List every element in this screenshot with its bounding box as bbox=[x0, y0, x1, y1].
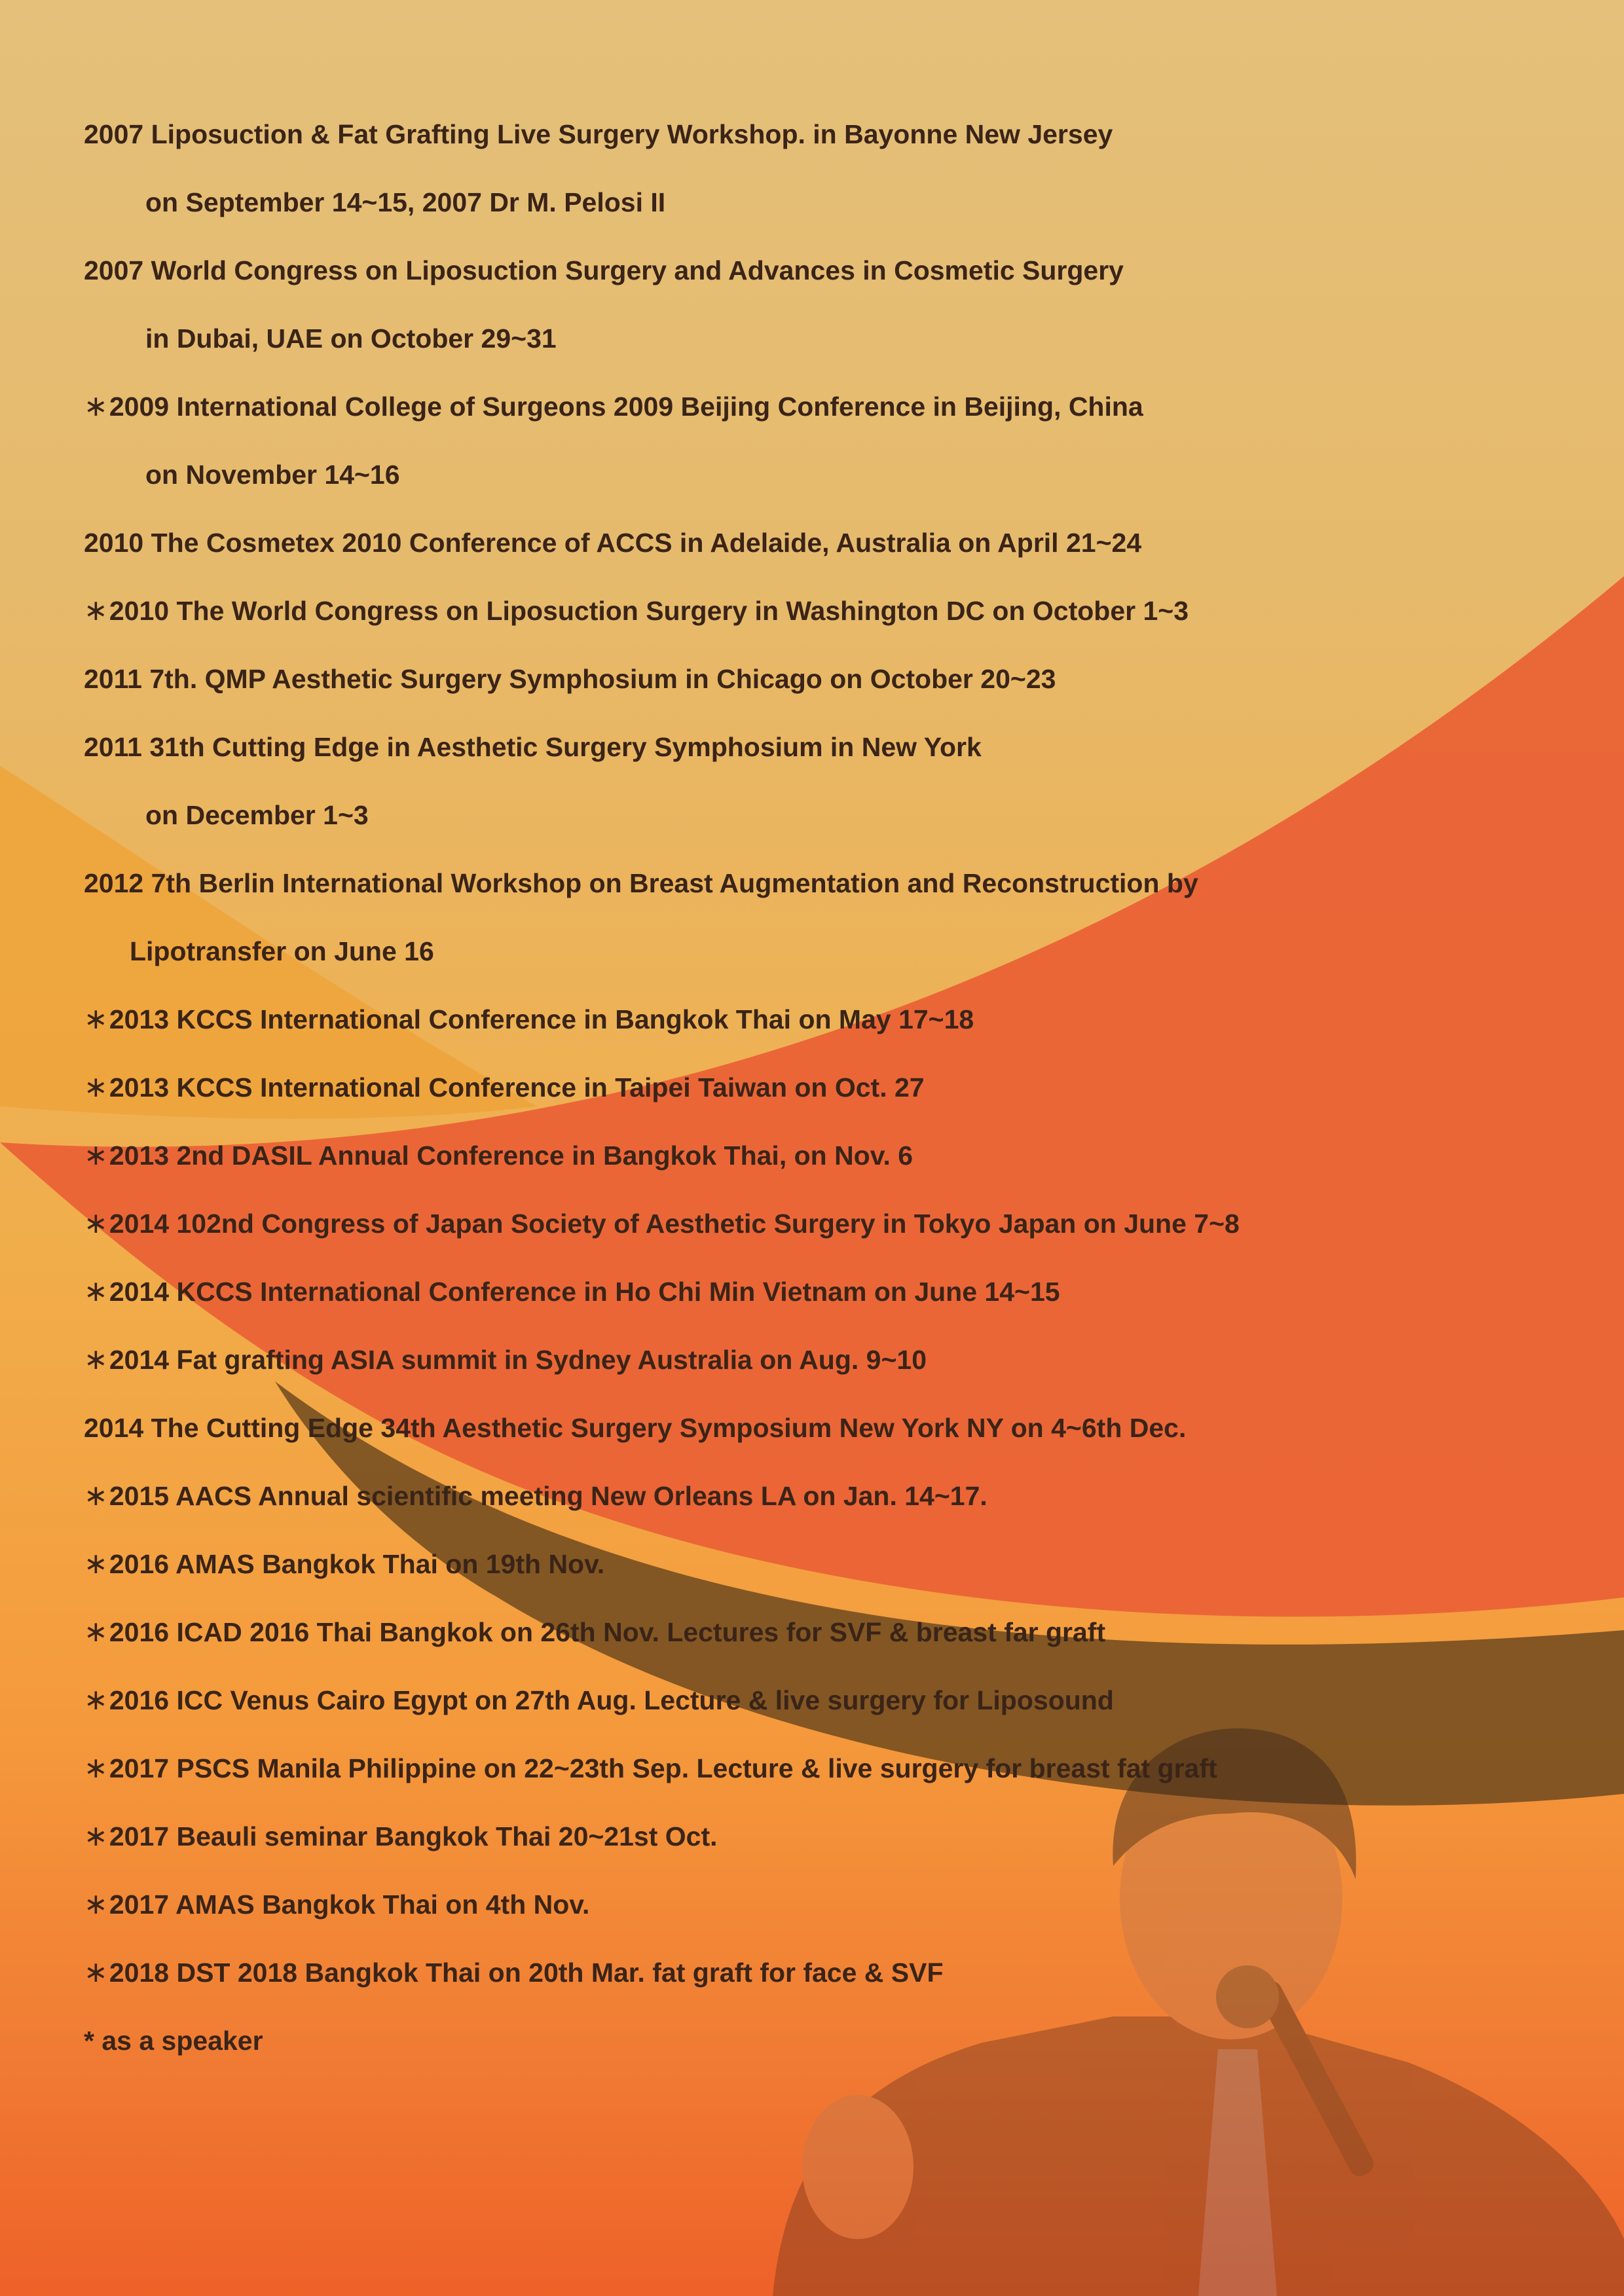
list-item: in Dubai, UAE on October 29~31 bbox=[145, 323, 557, 354]
list-item: ∗2013 KCCS International Conference in Bangkok Thai on May 17~18 bbox=[84, 1000, 1524, 1068]
list-item: 2011 7th. QMP Aesthetic Surgery Symphosium in Chicago on October 20~23 bbox=[84, 664, 1056, 694]
list-item: 2014 The Cutting Edge 34th Aesthetic Surgery Symposium New York NY on 4~6th Dec. bbox=[84, 1413, 1187, 1443]
list-item: Lipotransfer on June 16 bbox=[130, 936, 434, 966]
footnote: * as a speaker bbox=[84, 2026, 263, 2056]
list-item: ∗2016 ICAD 2016 Thai Bangkok on 26th Nov. Lectures for SVF & breast far graft bbox=[84, 1613, 1524, 1681]
speaker-marker: ∗ bbox=[84, 1887, 108, 1921]
speaker-marker: ∗ bbox=[84, 1139, 108, 1172]
list-item: ∗2013 2nd DASIL Annual Conference in Bangkok Thai, on Nov. 6 bbox=[84, 1136, 1524, 1204]
list-item: ∗2014 102nd Congress of Japan Society of Aesthetic Surgery in Tokyo Japan on June 7~8 bbox=[84, 1204, 1524, 1272]
list-item: on December 1~3 bbox=[145, 800, 369, 830]
speaker-marker: ∗ bbox=[84, 1615, 108, 1649]
list-item: ∗2013 KCCS International Conference in Taipei Taiwan on Oct. 27 bbox=[84, 1068, 1524, 1136]
speaker-marker: ∗ bbox=[84, 1479, 108, 1512]
speaker-marker: ∗ bbox=[84, 1956, 108, 1989]
list-item: ∗2009 International College of Surgeons 2009 Beijing Conference in Beijing, China bbox=[84, 387, 1524, 455]
list-item: ∗2014 KCCS International Conference in Ho Chi Min Vietnam on June 14~15 bbox=[84, 1272, 1524, 1340]
list-item: ∗2016 ICC Venus Cairo Egypt on 27th Aug. Lecture & live surgery for Liposound bbox=[84, 1681, 1524, 1749]
list-item: ∗2017 PSCS Manila Philippine on 22~23th Sep. Lecture & live surgery for breast fat graft bbox=[84, 1749, 1524, 1817]
list-item: 2012 7th Berlin International Workshop on Breast Augmentation and Reconstruction by bbox=[84, 868, 1198, 898]
speaker-marker: ∗ bbox=[84, 1343, 108, 1376]
speaker-hand bbox=[802, 2095, 913, 2239]
speaker-marker: ∗ bbox=[84, 594, 108, 627]
list-item: ∗2010 The World Congress on Liposuction Surgery in Washington DC on October 1~3 bbox=[84, 591, 1524, 659]
speaker-marker: ∗ bbox=[84, 390, 108, 423]
list-item: 2007 Liposuction & Fat Grafting Live Surgery Workshop. in Bayonne New Jersey bbox=[84, 119, 1113, 149]
speaker-marker: ∗ bbox=[84, 1819, 108, 1853]
list-item: ∗2017 Beauli seminar Bangkok Thai 20~21st Oct. bbox=[84, 1817, 1524, 1885]
speaker-marker: ∗ bbox=[84, 1683, 108, 1717]
list-item: on September 14~15, 2007 Dr M. Pelosi II bbox=[145, 187, 666, 217]
list-item: ∗2017 AMAS Bangkok Thai on 4th Nov. bbox=[84, 1885, 1524, 1953]
list-item: on November 14~16 bbox=[145, 460, 400, 490]
list-item: 2007 World Congress on Liposuction Surgery and Advances in Cosmetic Surgery bbox=[84, 255, 1124, 285]
list-item: ∗2016 AMAS Bangkok Thai on 19th Nov. bbox=[84, 1544, 1524, 1613]
list-item: 2010 The Cosmetex 2010 Conference of ACCS in Adelaide, Australia on April 21~24 bbox=[84, 528, 1142, 558]
speaker-marker: ∗ bbox=[84, 1070, 108, 1104]
list-item: ∗2015 AACS Annual scientific meeting New Orleans LA on Jan. 14~17. bbox=[84, 1476, 1524, 1544]
list-item: ∗2018 DST 2018 Bangkok Thai on 20th Mar. fat graft for face & SVF bbox=[84, 1953, 1524, 2021]
list-item: 2011 31th Cutting Edge in Aesthetic Surgery Symphosium in New York bbox=[84, 732, 982, 762]
list-item: ∗2014 Fat grafting ASIA summit in Sydney Australia on Aug. 9~10 bbox=[84, 1340, 1524, 1408]
speaker-marker: ∗ bbox=[84, 1275, 108, 1308]
speaker-marker: ∗ bbox=[84, 1751, 108, 1785]
speaker-marker: ∗ bbox=[84, 1002, 108, 1036]
speaker-marker: ∗ bbox=[84, 1207, 108, 1240]
speaker-marker: ∗ bbox=[84, 1547, 108, 1580]
conference-list bbox=[84, 115, 1524, 2089]
